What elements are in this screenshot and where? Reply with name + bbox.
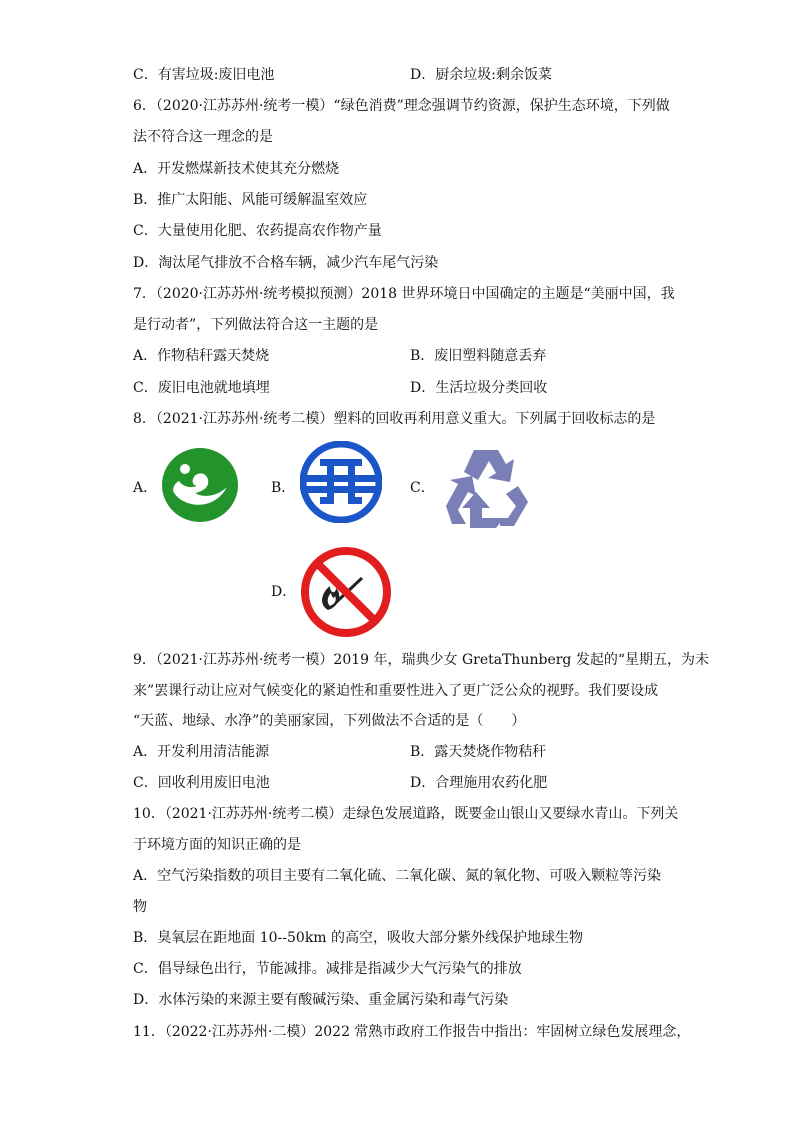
q7-stem-line-1: 7．（2020·江苏苏州·统考模拟预测）2018 世界环境日中国确定的主题是“美丽中国，我 xyxy=(133,286,675,302)
q11-stem-line-1: 11．（2022·江苏苏州·二模）2022 常熟市政府工作报告中指出：牢固树立绿色发展理念， xyxy=(133,1024,691,1040)
q9-stem-line-3: “天蓝、地绿、水净”的美丽家园，下列做法不合适的是（ ） xyxy=(133,713,526,729)
q5-option-d: D．厨余垃圾:剩余饭菜 xyxy=(410,67,552,83)
q9-option-a: A．开发利用清洁能源 xyxy=(133,744,270,760)
q7-option-d: D．生活垃圾分类回收 xyxy=(410,380,548,396)
q8-option-a-label: A． xyxy=(133,480,158,496)
q9-option-c: C．回收利用废旧电池 xyxy=(133,775,270,791)
q10-option-d: D．水体污染的来源主要有酸碱污染、重金属污染和毒气污染 xyxy=(133,992,509,1008)
no-fire-icon xyxy=(300,546,392,642)
q6-option-a: A．开发燃煤新技术使其充分燃烧 xyxy=(133,161,340,177)
q8-option-c-label: C． xyxy=(410,480,435,496)
q8-option-b-label: B． xyxy=(271,480,296,496)
q10-stem-line-1: 10．（2021·江苏苏州·统考二模）走绿色发展道路，既要金山银山又要绿水青山。下列关 xyxy=(133,806,679,822)
q9-option-d: D．合理施用农药化肥 xyxy=(410,775,548,791)
q7-option-b: B．废旧塑料随意丢弃 xyxy=(410,348,547,364)
q6-stem-line-2: 法不符合这一理念的是 xyxy=(133,129,273,145)
q6-stem-line-1: 6．（2020·江苏苏州·统考一模）“绿色消费”理念强调节约资源，保护生态环境，下列做 xyxy=(133,98,670,114)
q10-option-a-line-1: A．空气污染指数的项目主要有二氧化硫、二氧化碳、氮的氧化物、可吸入颗粒等污染 xyxy=(133,868,662,884)
water-saving-icon xyxy=(161,447,239,527)
q7-option-a: A．作物秸秆露天焚烧 xyxy=(133,348,270,364)
q6-option-b: B．推广太阳能、风能可缓解温室效应 xyxy=(133,192,368,208)
transit-logo-icon xyxy=(300,441,382,527)
q7-option-c: C．废旧电池就地填埋 xyxy=(133,380,270,396)
q6-option-c: C．大量使用化肥、农药提高农作物产量 xyxy=(133,223,382,239)
q8-stem: 8．（2021·江苏苏州·统考二模）塑料的回收再利用意义重大。下列属于回收标志的是 xyxy=(133,411,656,427)
q9-option-b: B．露天焚烧作物秸秆 xyxy=(410,744,547,760)
q10-stem-line-2: 于环境方面的知识正确的是 xyxy=(133,837,301,853)
recycle-icon xyxy=(440,444,534,534)
q10-option-a-line-2: 物 xyxy=(133,899,147,915)
q9-stem-line-1: 9．（2021·江苏苏州·统考一模）2019 年，瑞典少女 GretaThunberg 发起的“星期五，为未 xyxy=(133,652,709,668)
q10-option-c: C．倡导绿色出行，节能减排。减排是指减少大气污染气的排放 xyxy=(133,961,522,977)
q8-option-d-label: D． xyxy=(271,584,297,600)
q10-option-b: B．臭氧层在距地面 10--50km 的高空，吸收大部分紫外线保护地球生物 xyxy=(133,930,584,946)
q7-stem-line-2: 是行动者”，下列做法符合这一主题的是 xyxy=(133,317,379,333)
q5-option-c: C．有害垃圾:废旧电池 xyxy=(133,67,275,83)
q9-stem-line-2: 来”罢课行动让应对气候变化的紧迫性和重要性进入了更广泛公众的视野。我们要设成 xyxy=(133,683,659,699)
q6-option-d: D．淘汰尾气排放不合格车辆，减少汽车尾气污染 xyxy=(133,255,439,271)
